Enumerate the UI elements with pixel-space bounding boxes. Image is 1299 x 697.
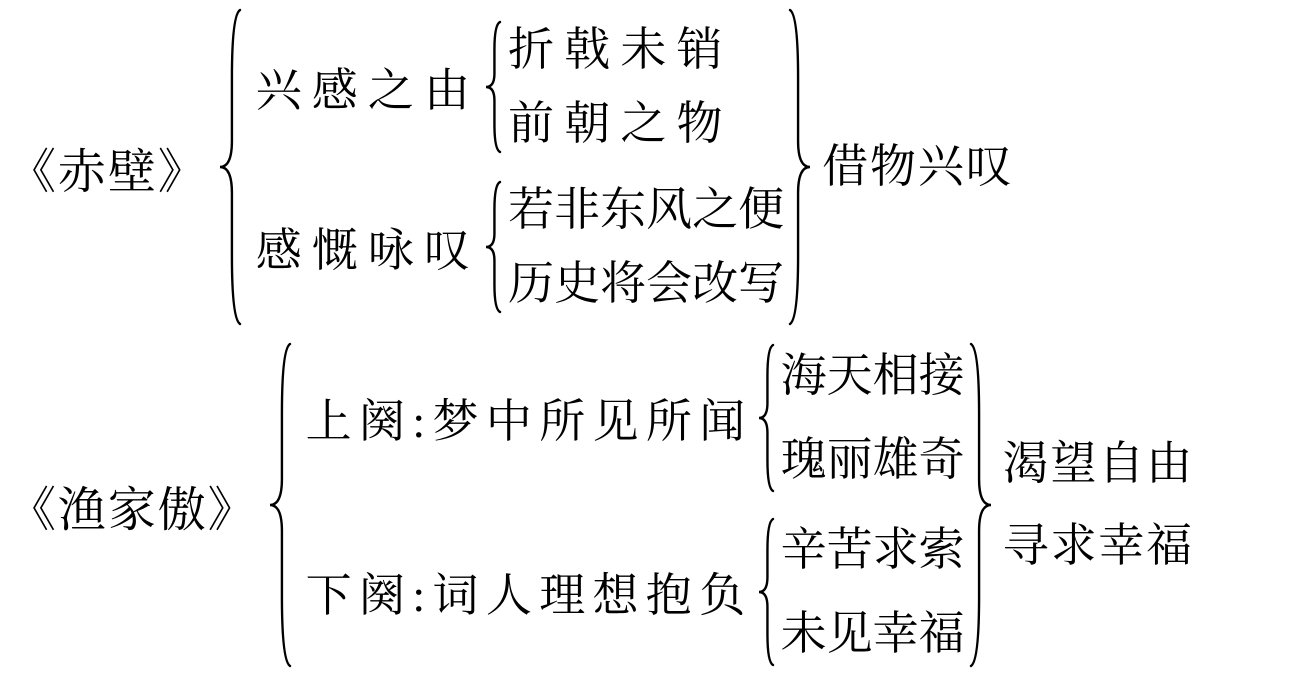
leaf-column: [781, 522, 965, 662]
leaf-line: 未见幸福: [780, 608, 965, 659]
main-right-brace: [969, 342, 993, 668]
conclusion-line: 借物兴叹: [822, 141, 1014, 192]
sub-left-brace: [757, 517, 775, 667]
leaf-column: [508, 22, 732, 152]
conclusion: [822, 139, 1013, 195]
right-brace-wrap: [969, 342, 993, 668]
leaf-line: 折戟未销: [508, 24, 733, 75]
diagram-yujiaao: [8, 342, 1299, 668]
main-left-brace: [268, 342, 292, 668]
conclusion-line: 渴望自由: [1002, 438, 1195, 489]
leaf-column: [508, 182, 784, 312]
group-xingan: [256, 20, 784, 154]
conclusion: [1003, 436, 1194, 574]
group-label: 感慨咏叹: [255, 225, 481, 276]
group-label: 下阕:词人理想抱负: [305, 570, 753, 621]
diagram-chibi: [8, 8, 1299, 326]
leaf-line: 若非东风之便: [508, 184, 785, 235]
leaf-line: 历史将会改写: [508, 258, 785, 309]
group-label: 上阕:梦中所见所闻: [305, 396, 753, 447]
group-label: 兴感之由: [255, 65, 481, 116]
leaf-line: 前朝之物: [508, 98, 733, 149]
main-right-brace: [788, 8, 812, 326]
diagram-title: 《赤壁》: [8, 145, 208, 199]
leaf-line: 辛苦求索: [780, 524, 965, 575]
group-xiaque: [306, 517, 965, 667]
group-column: [256, 20, 784, 314]
diagram-title: 《渔家傲》: [8, 483, 258, 537]
group-gankai: [256, 180, 784, 314]
sub-left-brace: [757, 343, 775, 493]
sub-left-brace: [484, 20, 502, 154]
conclusion-line: 寻求幸福: [1002, 520, 1195, 571]
right-brace-wrap: [788, 8, 812, 326]
group-column: [306, 343, 965, 667]
leaf-column: [781, 348, 965, 488]
main-left-brace: [218, 8, 242, 326]
leaf-line: 瑰丽雄奇: [780, 434, 965, 485]
group-shangque: [306, 343, 965, 493]
sub-left-brace: [484, 180, 502, 314]
leaf-line: 海天相接: [780, 350, 965, 401]
